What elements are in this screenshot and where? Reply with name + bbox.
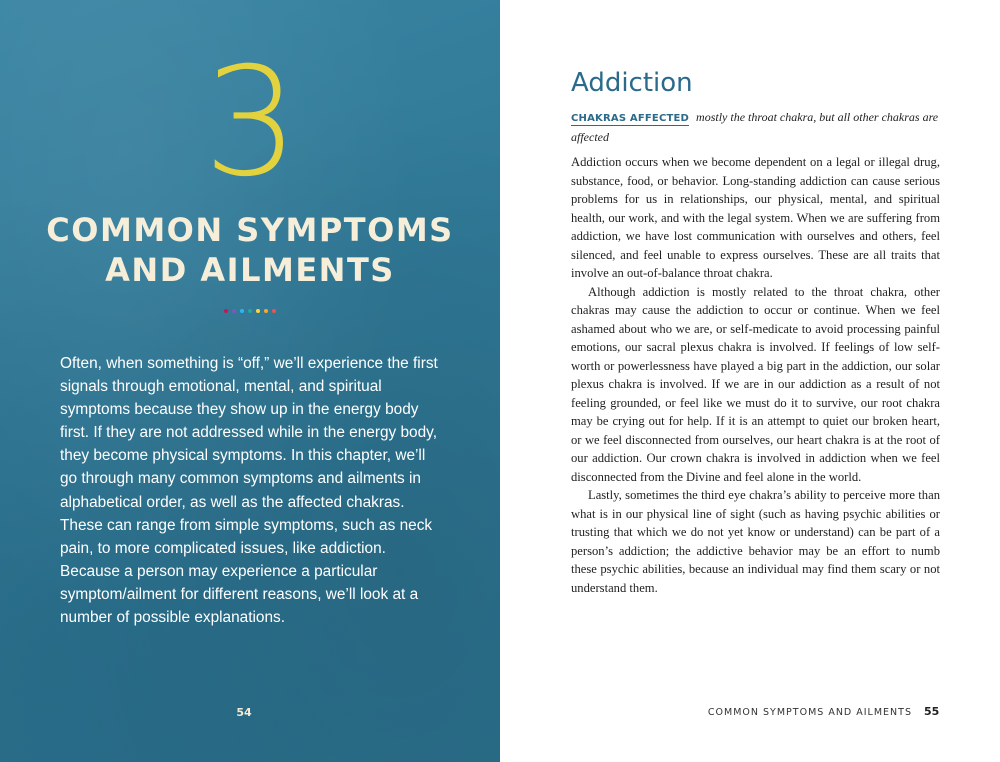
content-page <box>500 0 1000 762</box>
body-text <box>571 153 940 597</box>
chakras-affected-text: mostly the throat chakra, but all other chakras are affected <box>571 110 939 144</box>
color-dot-1 <box>224 309 228 313</box>
color-dot-4 <box>248 309 252 313</box>
right-page-number: 55 <box>924 705 940 718</box>
chakras-affected-label: CHAKRAS AFFECTED <box>571 113 690 124</box>
color-dot-5 <box>256 309 260 313</box>
body-paragraph-1: Addiction occurs when we become dependent on a legal or illegal drug, substance, food, or behavior. Long-standing addiction can cause serious problems for us in relationships, our physical, mental, and spiritual health, our work, and with the legal system. When we are suffering from addiction, we have lost communication with ourselves and others, feel silenced, and feel unable to express ourselves. These are all traits that involve an out-of-balance throat chakra. <box>571 155 940 280</box>
color-dot-2 <box>232 309 236 313</box>
body-paragraph-3: Lastly, sometimes the third eye chakra’s ability to perceive more than what is in our physical line of sight (such as having psychic abilities or trusting that which we do not yet know or understand) can be part of a person’s addiction; the addictive behavior may be an effort to numb these psychic abilities, because an individual may find them scary or not understand them. <box>571 488 940 595</box>
chakras-affected-line <box>571 108 939 147</box>
chapter-number: 3 <box>203 36 297 210</box>
chapter-title <box>0 210 500 290</box>
chapter-title-line-2: AND AILMENTS <box>105 251 395 289</box>
color-dot-6 <box>264 309 268 313</box>
color-dot-divider <box>0 309 500 313</box>
chapter-intro-paragraph: Often, when something is “off,” we’ll experience the first signals through emotional, mental, and spiritual symptoms because they show up in the energy body first. If they are not addressed while in the energy body, they become physical symptoms. In this chapter, we’ll go through many common symptoms and ailments in alphabetical order, as well as the affected chakras. These can range from simple symptoms, such as neck pain, to more complicated issues, like addiction. Because a person may experience a particular symptom/ailment for different reasons, we’ll look at a number of possible explanations. <box>60 355 438 627</box>
left-page-number: 54 <box>236 706 252 719</box>
body-paragraph-2: Although addiction is mostly related to the throat chakra, other chakras may cause the addiction to occur or continue. When we feel ashamed about who we are, or self-medicate to avoid processing painful emotions, our sacral plexus chakra is involved. If feelings of low self-worth or powerlessness have played a big part in the addiction, our solar plexus chakra is involved. If we are in our addiction as a result of not feeling grounded, or feel like we must do it to survive, our root chakra may be crying out for help. If it is an attempt to quiet our broken heart, or we feel disconnected from ourselves, our heart chakra is at the root of our addiction. Our crown chakra is involved in addiction when we feel disconnected from the Divine and feel alone in the world. <box>571 284 940 484</box>
section-title: Addiction <box>571 68 693 98</box>
running-head: COMMON SYMPTOMS AND AILMENTS <box>707 707 912 718</box>
chapter-title-line-1: COMMON SYMPTOMS <box>46 211 454 249</box>
color-dot-3 <box>240 309 244 313</box>
color-dot-7 <box>272 309 276 313</box>
